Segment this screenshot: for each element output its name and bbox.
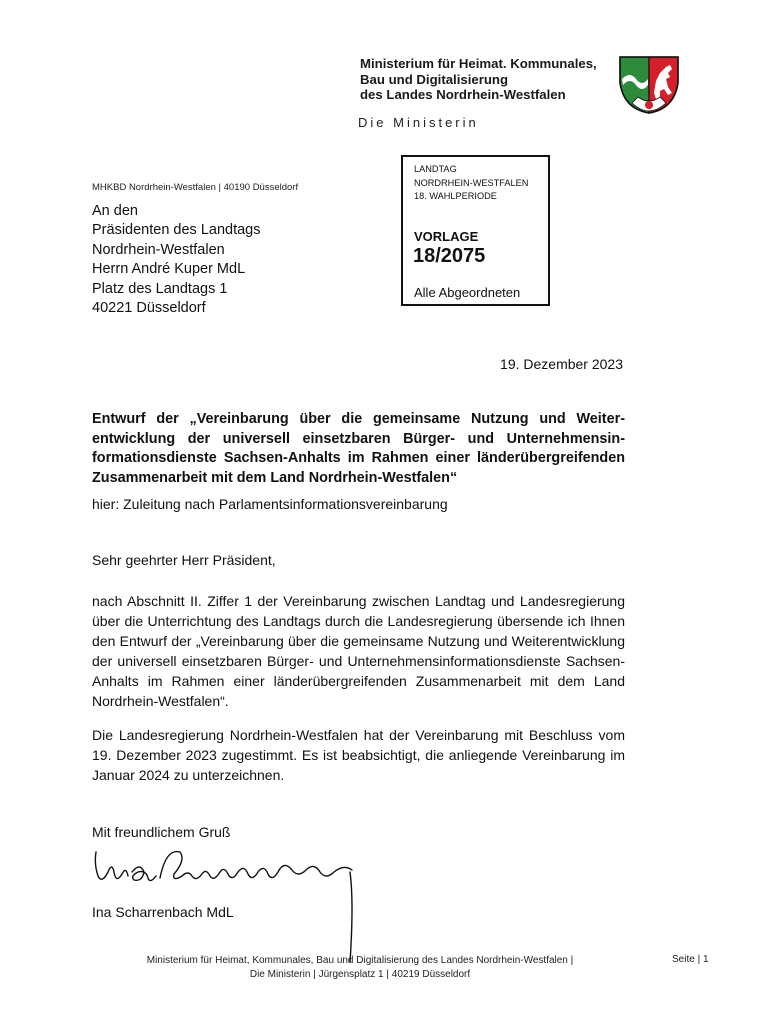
ministry-line: des Landes Nordrhein-Westfalen (360, 87, 566, 102)
page-number: Seite | 1 (672, 954, 709, 965)
stamp-document-type: VORLAGE (414, 229, 479, 244)
footer-line: Ministerium für Heimat, Kommunales, Bau und Digitalisierung des Landes Nordrhein-Westfalen | (146, 955, 574, 966)
salutation: Sehr geehrter Herr Präsident, (92, 552, 276, 568)
letter-date: 19. Dezember 2023 (500, 356, 623, 372)
handwritten-signature (88, 842, 378, 962)
landtag-stamp (401, 155, 550, 306)
ministry-name (360, 56, 597, 103)
body-paragraph: Die Landesregierung Nordrhein-Westfalen hat der Vereinbarung mit Beschluss vom 19. Dezember 2023 zugestimmt. Es ist beabsichtigt, die anliegende Vereinbarung im Januar 2024 zu unterzeichnen. (92, 727, 625, 783)
address-line: An den (92, 203, 138, 219)
nrw-coat-of-arms-icon (616, 53, 682, 117)
body-paragraph: nach Abschnitt II. Ziffer 1 der Vereinbarung zwischen Landtag und Landesregierung über die Unterrichtung des Landtags durch die Landesregierung übersende ich Ihnen den Entwurf der „Vereinbarung über die gemeinsame Nutzung und Weiterentwicklung der universell einsetzbaren Bürger- und Unternehmensinformationsdienste Sachsen-Anhalts im Rahmen einer länderübergreifenden Zusammenarbeit mit dem Land Nordrhein-Westfalen“. (92, 593, 625, 709)
address-line: 40221 Düsseldorf (92, 300, 206, 317)
address-line: Platz des Landtags 1 (92, 280, 228, 297)
stamp-header (414, 163, 528, 204)
recipient-address (92, 202, 261, 318)
ministry-line: Bau und Digitalisierung (360, 71, 508, 87)
footer-line: Die Ministerin | Jürgensplatz 1 | 40219 Düsseldorf (249, 969, 471, 980)
subject-subtitle: hier: Zuleitung nach Parlamentsinformationsvereinbarung (92, 496, 448, 512)
address-line: Nordrhein-Westfalen (92, 241, 225, 258)
stamp-recipients: Alle Abgeordneten (414, 285, 521, 300)
stamp-line: 18. WAHLPERIODE (414, 191, 497, 201)
signer-name: Ina Scharrenbach MdL (92, 904, 234, 920)
page-footer (110, 954, 610, 982)
stamp-line: NORDRHEIN-WESTFALEN (414, 177, 529, 188)
closing: Mit freundlichem Gruß (92, 824, 231, 840)
stamp-line: LANDTAG (414, 164, 457, 174)
sender-line: MHKBD Nordrhein-Westfalen | 40190 Düsseldorf (92, 182, 299, 193)
ministry-line: Ministerium für Heimat. Kommunales, (360, 56, 597, 71)
stamp-document-number: 18/2075 (413, 245, 486, 267)
minister-label: Die Ministerin (358, 115, 479, 130)
address-line: Herrn André Kuper MdL (92, 261, 246, 278)
address-line: Präsidenten des Landtags (92, 222, 261, 239)
subject-title: Entwurf der „Vereinbarung über die gemeinsame Nutzung und Weiterentwicklung der universell einsetzbaren Bürger- und Unternehmensinformationsdienste Sachsen-Anhalts im Rahmen einer länderübergreifenden Zusammenarbeit mit dem Land Nordrhein-Westfalen“ (92, 411, 625, 486)
